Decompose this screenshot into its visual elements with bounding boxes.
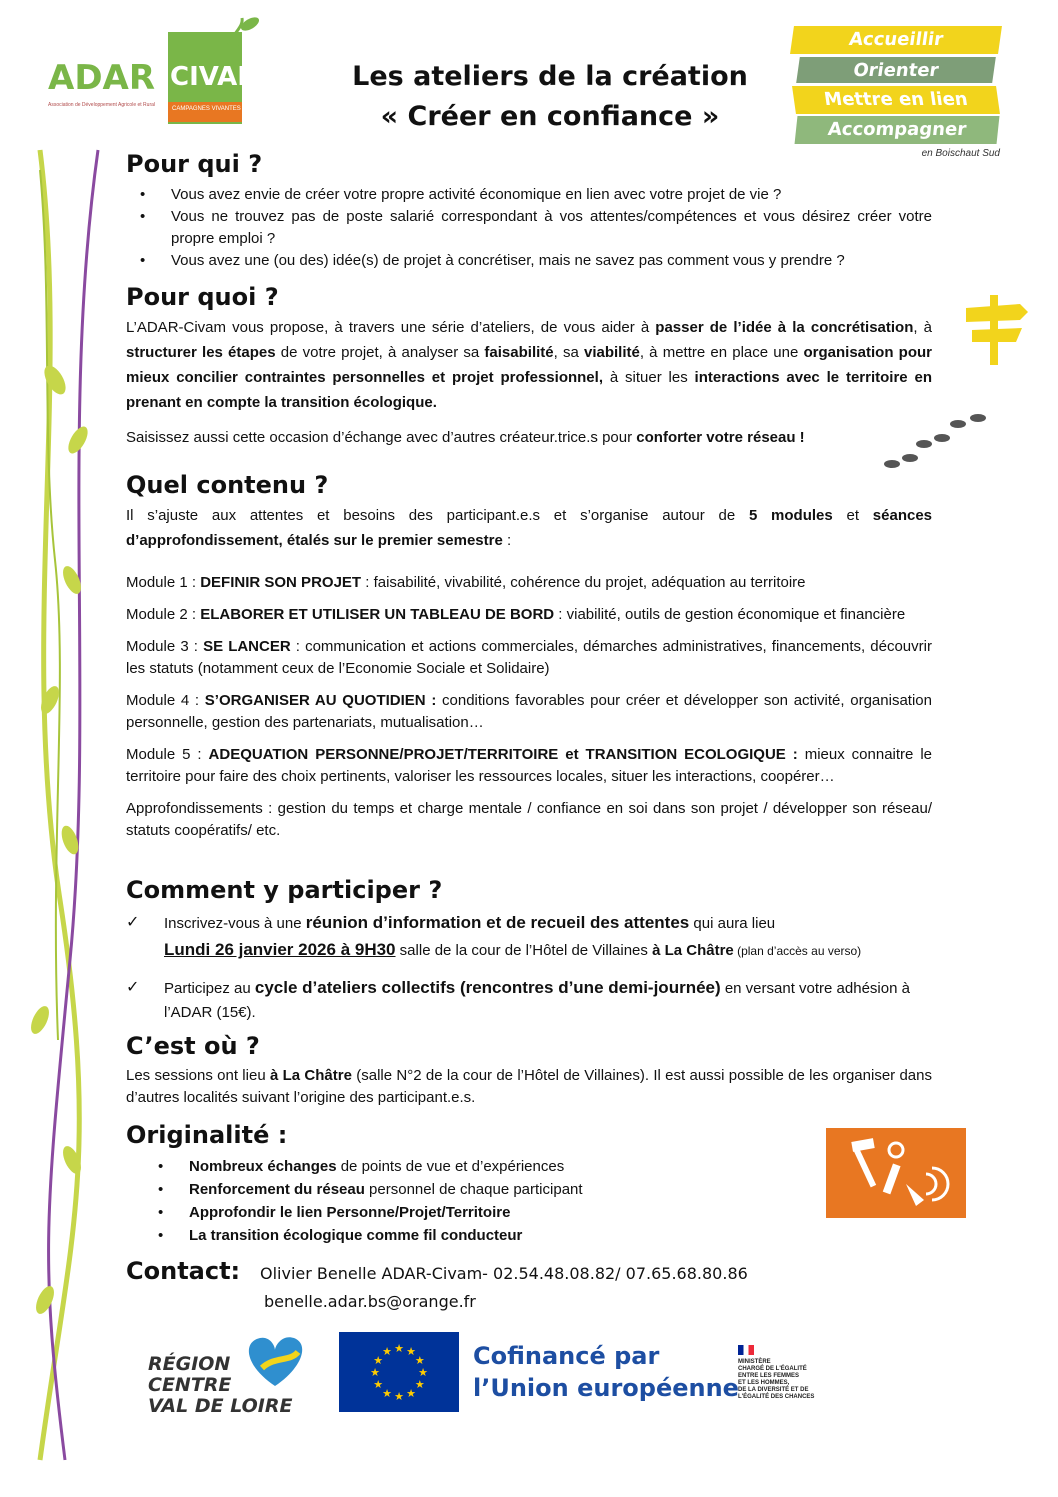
list-item: • Vous avez une (ou des) idée(s) de projet à concrétiser, mais ne savez pas comment vous y prendre ? [126, 250, 932, 272]
contact-line-1: Olivier Benelle ADAR-Civam- 02.54.48.08.82/ 07.65.68.80.86 [260, 1264, 748, 1283]
eu-star-icon: ★ [418, 1367, 428, 1379]
cycle-label: cycle d’ateliers collectifs (rencontres d’une demi-journée) [254, 978, 721, 997]
list-item: • Vous avez envie de créer votre propre activité économique en lien avec votre projet de vie ? [126, 184, 932, 206]
eu-star-icon: ★ [382, 1387, 392, 1400]
eu-star-icon: ★ [394, 1391, 404, 1403]
heading-comment-participer: Comment y participer ? [126, 876, 443, 904]
eu-star-icon: ★ [414, 1379, 425, 1391]
heading-pour-qui: Pour qui ? [126, 150, 263, 178]
contact-email[interactable]: benelle.adar.bs@orange.fr [264, 1292, 476, 1311]
originalite-list [126, 1155, 826, 1247]
eu-star-icon: ★ [406, 1346, 416, 1359]
logo-adar: ADAR [48, 58, 156, 98]
module-4: Module 4 : S’ORGANISER AU QUOTIDIEN : conditions favorables pour créer et développer son activité, organisation personnelle, gestion des partenariats, mutualisation… [126, 692, 932, 731]
list-item: • Approfondir le lien Personne/Projet/Territoire [126, 1201, 826, 1224]
list-item: • Nombreux échanges de points de vue et d’expériences [126, 1155, 826, 1178]
ministere-logo: MINISTÈRE CHARGÉ DE L'ÉGALITÉ ENTRE LES FEMMES ET LES HOMMES, DE LA DIVERSITÉ ET DE L'ÉGALITÉ DES CHANCES [738, 1345, 848, 1401]
heading-quel-contenu: Quel contenu ? [126, 471, 329, 499]
eu-star-icon: ★ [414, 1355, 425, 1367]
heading-pour-quoi: Pour quoi ? [126, 283, 279, 311]
check-item-reunion: ✓ Inscrivez-vous à une réunion d’information et de recueil des attentes qui aura lieu Lundi 26 janvier 2026 à 9H30 salle de la cour de l’Hôtel de Villaines à La Châtre (plan d’accès au verso) [126, 910, 932, 964]
logo-adar-sub: Association de Développement Agricole et Rural [48, 102, 156, 108]
check-item-cycle: ✓ Participez au cycle d’ateliers collectifs (rencontres d’une demi-journée) en versant votre adhésion à l’ADAR (15€). [126, 976, 932, 1025]
badge-accueillir: Accueillir [790, 26, 1002, 54]
eu-star-icon: ★ [406, 1387, 416, 1400]
document-title [300, 57, 800, 137]
heading-cest-ou: C’est où ? [126, 1032, 260, 1060]
list-item: • Renforcement du réseau personnel de chaque participant [126, 1178, 826, 1201]
participation-list [126, 910, 932, 1025]
badge-accompagner: Accompagner [795, 116, 1000, 144]
sprout-icon [220, 14, 270, 59]
badges-subtitle: en Boischaut Sud [921, 148, 1000, 159]
list-item: • La transition écologique comme fil conducteur [126, 1224, 826, 1247]
badge-mettre-en-lien: Mettre en lien [792, 86, 1000, 114]
approfondissements: Approfondissements : gestion du temps et charge mentale / confiance en soi dans son projet / développer son réseau/ statuts coopératifs/ etc. [126, 800, 932, 839]
region-centre-logo: RÉGION CENTRE VAL DE LOIRE [148, 1332, 308, 1422]
list-item: • Vous ne trouvez pas de poste salarié correspondant à vos attentes/compétences et vous désirez créer votre propre emploi ? [126, 206, 932, 250]
eu-cofinance-text: Cofinancé par l’Union européenne [473, 1342, 739, 1402]
eu-star-icon: ★ [370, 1367, 380, 1379]
title-line-1: Les ateliers de la création [352, 61, 748, 92]
modules-list [126, 572, 932, 852]
eu-star-icon: ★ [394, 1343, 404, 1355]
eu-star-icon: ★ [382, 1346, 392, 1359]
logo-civam-sub: CAMPAGNES VIVANTES [172, 106, 241, 112]
adar-civam-logo [48, 14, 278, 126]
pour-quoi-paragraph: L’ADAR-Civam vous propose, à travers une série d’ateliers, de vous aider à passer de l’idée à la concrétisation, à structurer les étapes de votre projet, à analyser sa faisabilité, sa viabilité, à mettre en place une organisation pour mieux concilier contraintes personnelles et projet professionnel, à situer les interactions avec le territoire en prenant en compte la transition écologique. [126, 319, 933, 411]
module-2: Module 2 : ELABORER ET UTILISER UN TABLEAU DE BORD : viabilité, outils de gestion économique et financière [126, 606, 906, 623]
signpost-icon [962, 290, 1032, 370]
contenu-intro: Il s’ajuste aux attentes et besoins des participant.e.s et s’organise autour de 5 modules et séances d’approfondissement, étalés sur le premier semestre : [126, 507, 933, 549]
module-3: Module 3 : SE LANCER : communication et actions commerciales, démarches administratives, financements, découvrir les statuts (notamment ceux de l’Economie Sociale et Solidaire) [126, 638, 932, 677]
cest-ou-paragraph: Les sessions ont lieu à La Châtre (salle N°2 de la cour de l’Hôtel de Villaines). Il est aussi possible de les organiser dans d’autres localités suivant l’origine des participant.e.s. [126, 1067, 932, 1106]
logo-civam: CIVAM [170, 62, 264, 92]
badge-orienter: Orienter [796, 57, 996, 83]
french-flag-icon [738, 1345, 754, 1355]
eu-star-icon: ★ [373, 1379, 384, 1391]
vine-decoration [0, 140, 110, 1470]
eu-flag-icon [339, 1332, 459, 1412]
title-line-2: « Créer en confiance » [380, 101, 720, 132]
eu-star-icon: ★ [373, 1355, 384, 1367]
module-1: Module 1 : DEFINIR SON PROJET : faisabilité, vivabilité, cohérence du projet, adéquation au territoire [126, 574, 806, 591]
tools-icon [826, 1128, 966, 1218]
badges-block [786, 26, 1006, 166]
module-5: Module 5 : ADEQUATION PERSONNE/PROJET/TERRITOIRE et TRANSITION ECOLOGIQUE : mieux connaitre le territoire pour faire des choix pertinents, valoriser les ressources locales, situer les interactions, coopérer… [126, 746, 932, 785]
event-date: Lundi 26 janvier 2026 à 9H30 [164, 940, 396, 959]
heading-originalite: Originalité : [126, 1121, 288, 1149]
reunion-label: réunion d’information et de recueil des attentes [305, 913, 690, 932]
pour-quoi-network: Saisissez aussi cette occasion d’échange avec d’autres créateur.trice.s pour conforter votre réseau ! [126, 429, 805, 446]
pour-qui-list [126, 184, 932, 272]
contact-label: Contact: [126, 1257, 241, 1285]
